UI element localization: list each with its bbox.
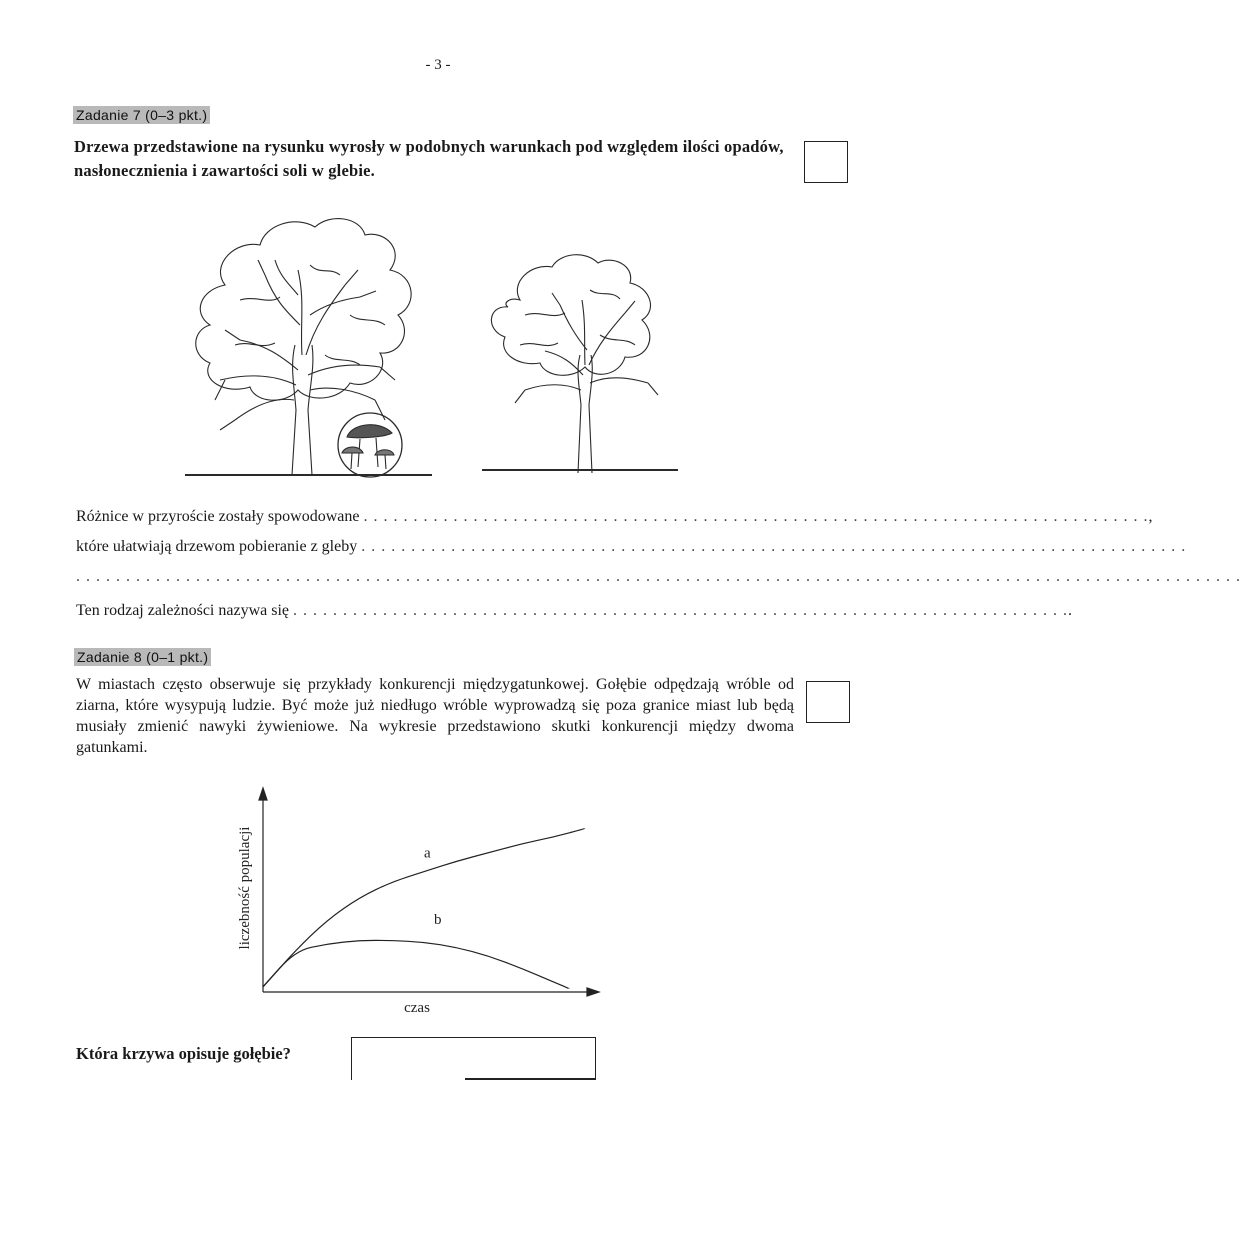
task7-line4-text: Ten rodzaj zależności nazywa się — [76, 602, 289, 619]
answer-dots: . . . . . . . . . . . . . . . . . . . . . . . . . . . . . . . . . . . . . . . . . . . . . . . . . . . . . . . . . . . . . . . . . . . . . . . . . . . . . . . . . . . — [361, 538, 1187, 555]
task7-line2-text: które ułatwiają drzewom pobieranie z gleby — [76, 538, 358, 555]
large-tree-crown — [196, 219, 411, 401]
mycorrhiza-inset-circle — [338, 413, 402, 477]
y-axis-arrow — [259, 788, 267, 800]
x-axis-arrow — [587, 988, 599, 996]
y-axis-label: liczebność populacji — [237, 826, 253, 950]
task8-score-box[interactable] — [806, 681, 850, 723]
small-tree-crown — [491, 255, 650, 376]
x-axis-label: czas — [404, 1000, 430, 1016]
task7-answer-line-3[interactable] — [76, 568, 1241, 586]
task7-score-box[interactable] — [804, 141, 848, 183]
series-line-b — [263, 940, 569, 988]
series-label-a: a — [424, 845, 431, 862]
task7-line1-end: , — [1148, 508, 1153, 525]
task7-line4-end: . — [1068, 602, 1072, 619]
trees-illustration — [180, 205, 690, 480]
answer-dots: . . . . . . . . . . . . . . . . . . . . . . . . . . . . . . . . . . . . . . . . . . . . . . . . . . . . . . . . . . . . . . . . . . . . . . . . . . . . . . — [293, 602, 1068, 619]
task8-paragraph: W miastach często obserwuje się przykłady konkurencji międzygatunkowej. Gołębie odpędzają wróble od ziarna, które wysypują ludzie. Być może już niedługo wróble wyprowadzą się poza granice miast lub będą musiały zmienić nawyki żywieniowe. Na wykresie przedstawiono skutki konkurencji między dwoma gatunkami. — [76, 676, 794, 756]
page-number: - 3 - — [425, 57, 451, 73]
task8-header: Zadanie 8 (0–1 pkt.) — [74, 648, 211, 666]
answer-dots: . . . . . . . . . . . . . . . . . . . . . . . . . . . . . . . . . . . . . . . . . . . . . . . . . . . . . . . . . . . . . . . . . . . . . . . . . . . . . . . — [363, 508, 1149, 525]
task8-answer-underline — [465, 1078, 595, 1080]
task7-line1-text: Różnice w przyroście zostały spowodowane — [76, 508, 360, 525]
task8-answer-box[interactable] — [351, 1037, 596, 1080]
series-label-b: b — [434, 912, 442, 929]
task7-answer-line-2[interactable] — [76, 538, 1187, 556]
answer-dots: . . . . . . . . . . . . . . . . . . . . . . . . . . . . . . . . . . . . . . . . . . . . . . . . . . . . . . . . . . . . . . . . . . . . . . . . . . . . . . . . . . . . . . . . . . . . . . . . . . . . . . . . . . . . . . . . . . . . . — [76, 568, 1241, 585]
task7-answer-line-4[interactable] — [76, 602, 1072, 620]
task7-instruction: Drzewa przedstawione na rysunku wyrosły w podobnych warunkach pod względem ilości opadów, nasłonecznienia i zawartości soli w glebie. — [74, 137, 784, 180]
task7-header: Zadanie 7 (0–3 pkt.) — [73, 106, 210, 124]
competition-chart — [230, 780, 610, 1020]
large-tree-trunk — [292, 345, 313, 475]
task7-answer-line-1[interactable] — [76, 508, 1153, 526]
task8-question: Która krzywa opisuje gołębie? — [76, 1044, 291, 1063]
